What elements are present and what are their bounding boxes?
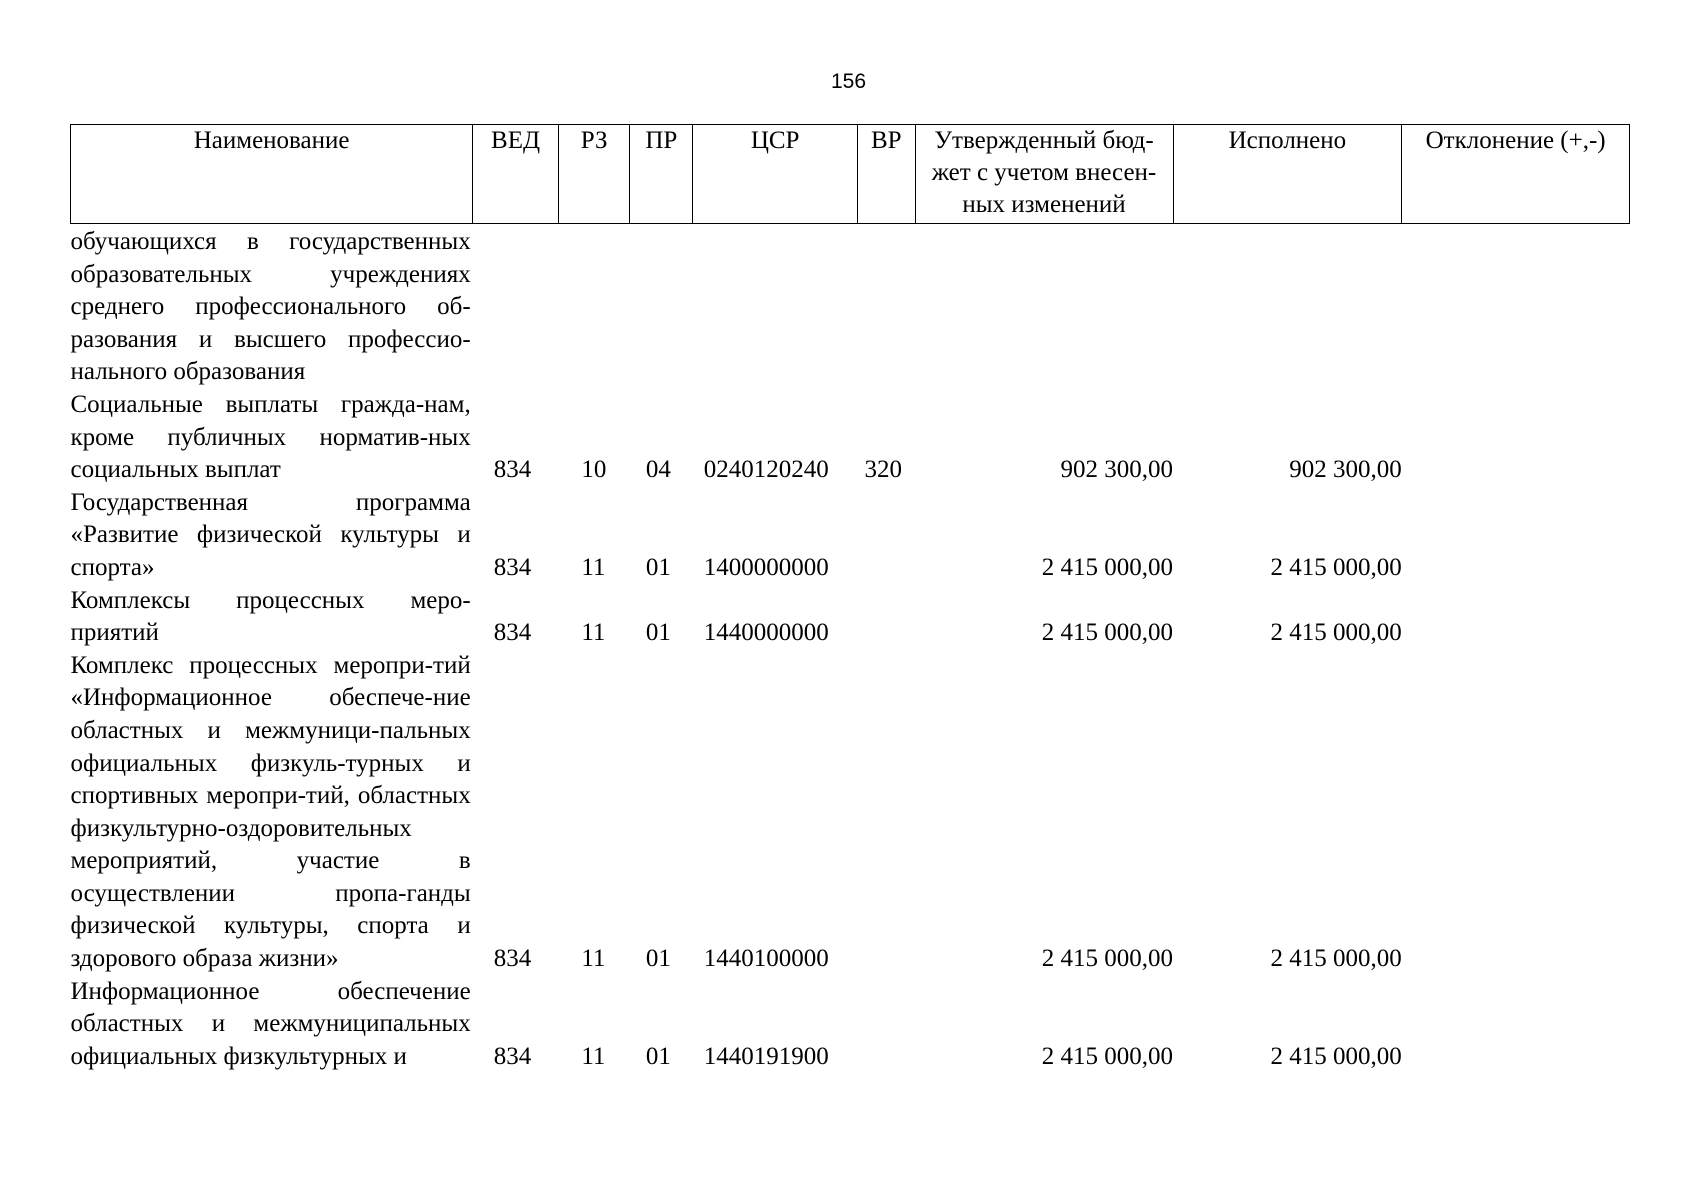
row-pr	[630, 224, 693, 389]
row-name: Информационное обеспечение областных и межмуниципальных официальных физкультурных и	[70, 977, 471, 1070]
row-ved: 834	[493, 619, 532, 647]
row-approved	[915, 224, 1173, 389]
header-deviation: Отклонение (+,-)	[1402, 125, 1630, 224]
row-executed	[1173, 224, 1402, 389]
row-deviation	[1402, 389, 1630, 487]
row-name: Комплекс процессных меропри-тий «Информационное обеспече-ние областных и межмуници-пальных официальных физкуль-турных и спортивных меропри-тий, областных физкультурно-оздоровительных мероприятий, участие в осуществлении пропа-ганды физической культуры, спорта и здорового образа жизни»	[70, 651, 471, 973]
row-pr: 01	[645, 553, 671, 581]
table-header	[71, 125, 1630, 224]
row-pr: 01	[645, 945, 671, 973]
row-csr: 1440100000	[703, 945, 829, 973]
row-csr: 1400000000	[703, 553, 829, 581]
row-name: обучающихся в государственных образовательных учреждениях среднего профессионального об-разования и высшего профессио-нального образования	[70, 228, 471, 386]
row-ved	[473, 224, 559, 389]
row-vr	[858, 585, 915, 650]
row-approved: 2 415 000,00	[1041, 1042, 1174, 1070]
row-executed: 2 415 000,00	[1270, 945, 1402, 973]
header-pr: ПР	[630, 125, 693, 224]
row-pr: 01	[645, 619, 671, 647]
row-rz: 11	[581, 945, 606, 973]
row-executed: 902 300,00	[1289, 456, 1402, 484]
header-executed: Исполнено	[1173, 125, 1402, 224]
table-row	[71, 650, 1630, 976]
row-deviation	[1402, 585, 1630, 650]
row-rz: 11	[581, 619, 606, 647]
row-approved: 2 415 000,00	[1041, 945, 1174, 973]
row-rz: 11	[581, 1042, 606, 1070]
header-rz: РЗ	[558, 125, 630, 224]
header-csr: ЦСР	[693, 125, 858, 224]
row-approved: 902 300,00	[1060, 456, 1174, 484]
page-number: 156	[830, 70, 867, 93]
row-deviation	[1402, 650, 1630, 976]
header-name: Наименование	[71, 125, 473, 224]
row-ved: 834	[493, 945, 532, 973]
budget-execution-table	[70, 124, 1630, 1073]
row-approved: 2 415 000,00	[1041, 553, 1174, 581]
row-executed: 2 415 000,00	[1270, 619, 1402, 647]
row-rz: 11	[581, 553, 606, 581]
row-name: Социальные выплаты гражда-нам, кроме публичных норматив-ных социальных выплат	[70, 390, 471, 484]
row-vr	[858, 487, 915, 585]
row-vr	[858, 650, 915, 976]
row-vr	[858, 224, 915, 389]
row-csr: 0240120240	[703, 456, 829, 484]
row-approved: 2 415 000,00	[1041, 619, 1174, 647]
header-ved: ВЕД	[473, 125, 559, 224]
row-executed: 2 415 000,00	[1270, 553, 1402, 581]
row-pr: 01	[645, 1042, 671, 1070]
row-rz	[558, 224, 630, 389]
row-rz: 10	[581, 456, 607, 484]
row-executed: 2 415 000,00	[1270, 1042, 1402, 1070]
row-pr: 04	[645, 456, 671, 484]
row-ved: 834	[493, 1042, 532, 1070]
row-csr: 1440000000	[703, 619, 829, 647]
row-csr: 1440191900	[703, 1042, 829, 1070]
row-csr	[693, 224, 858, 389]
row-ved: 834	[493, 553, 532, 581]
row-vr	[858, 976, 915, 1074]
row-name: Комплексы процессных меро-приятий	[70, 586, 471, 647]
row-ved: 834	[493, 456, 532, 484]
row-name: Государственная программа «Развитие физической культуры и спорта»	[70, 488, 471, 581]
table-row	[71, 976, 1630, 1074]
row-vr: 320	[864, 456, 903, 484]
table-row	[71, 224, 1630, 389]
header-approved-budget: Утвержденный бюд-жет с учетом внесен-ных изменений	[915, 125, 1173, 224]
table-body	[71, 224, 1630, 1074]
header-vr: ВР	[858, 125, 915, 224]
table-row	[71, 487, 1630, 585]
table-row	[71, 389, 1630, 487]
row-deviation	[1402, 224, 1630, 389]
table-row	[71, 585, 1630, 650]
row-deviation	[1402, 487, 1630, 585]
row-deviation	[1402, 976, 1630, 1074]
